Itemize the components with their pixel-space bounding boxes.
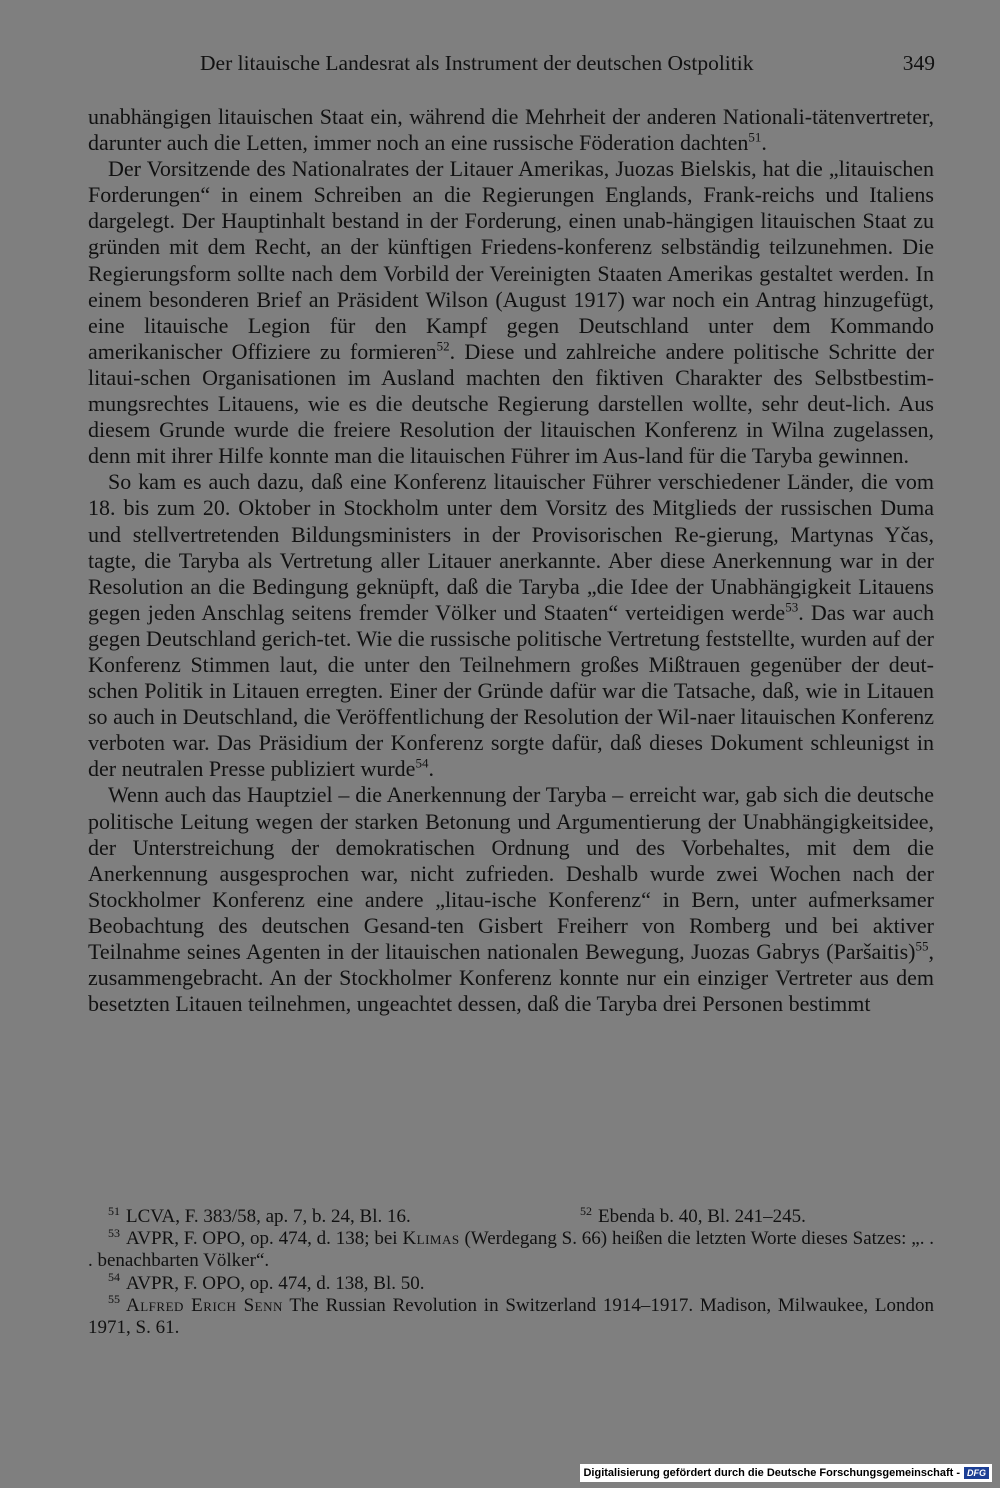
footnote-number-54: 54 — [108, 1270, 120, 1285]
paragraph-2-text-a: Der Vorsitzende des Nationalrates der Litauer Amerikas, Juozas Bielskis, hat die „litauischen Forderungen“ in einem Schreiben an die Regierungen Englands, Frank-reichs und Italiens dargelegt. Der Hauptinhalt bestand in der Forderung, einen unab-hängigen litauischen Staat zu gründen mit dem Recht, an der künftigen Friedens-konferenz selbständig teilzunehmen. Die Regierungsform sollte nach dem Vorbild der Vereinigten Staaten Amerikas gestaltet werden. In einem besonderen Brief an Präsident Wilson (August 1917) war noch ein Antrag hinzugefügt, eine litauische Legion für den Kampf gegen Deutschland unter dem Kommando amerikanischer Offiziere zu formieren — [88, 156, 934, 364]
footnote-row-51-52 — [88, 1203, 934, 1228]
paragraph-3-tail: . — [428, 756, 434, 782]
footnote-51 — [88, 1203, 580, 1228]
dfg-funding-text: Digitalisierung gefördert durch die Deutsche Forschungsgemeinschaft - — [583, 1467, 960, 1479]
footnote-number-55: 55 — [108, 1292, 120, 1307]
footnote-53 — [88, 1225, 935, 1272]
paragraph-3 — [88, 469, 934, 782]
footnote-number-51: 51 — [108, 1203, 120, 1218]
dfg-funding-bar — [580, 1464, 992, 1482]
footnote-53-text-b: (Werdegang S. 66) heißen die letzten Worte dieses Satzes: „. . . benachbarten Völker“. — [88, 1228, 935, 1272]
footnote-ref-53: 53 — [785, 599, 799, 615]
footnote-52-text: Ebenda b. 40, Bl. 241–245. — [598, 1206, 806, 1227]
dfg-logo: DFG — [964, 1467, 989, 1479]
footnote-54-text: AVPR, F. OPO, op. 474, d. 138, Bl. 50. — [126, 1272, 425, 1294]
footnote-53-text-a: AVPR, F. OPO, op. 474, d. 138; bei — [126, 1228, 398, 1250]
paragraph-3-text-a: So kam es auch dazu, daß eine Konferenz litauischer Führer verschiedener Länder, die vom 18. bis zum 20. Oktober in Stockholm unter dem Vorsitz des Mitglieds der russischen Duma und stellvertretenden Bildungsministers in der Provisorischen Re-gierung, Martynas Yčas, tagte, die Taryba als Vertretung aller Litauer anerkannte. Aber diese Anerkennung war in der Resolution an die Bedingung geknüpft, daß die Taryba „die Idee der Unabhängigkeit Litauens gegen jeden Anschlag seitens fremder Völker und Staaten“ verteidigen werde — [88, 469, 934, 625]
footnote-55-text: The Russian Revolution in Switzerland 1914–1917. Madison, Milwaukee, London 1971, S. 61. — [88, 1294, 934, 1339]
running-header — [200, 48, 935, 78]
footnote-55 — [88, 1292, 934, 1339]
footnote-52 — [580, 1203, 934, 1228]
paragraph-4-text-b: , zusammengebracht. An der Stockholmer Konferenz konnte nur ein einziger Vertreter aus dem besetzten Litauen teilnehmen, ungeachtet dessen, daß die Taryba drei Personen bestimmt — [88, 939, 934, 1017]
footnote-ref-54: 54 — [415, 756, 429, 772]
footnote-number-52: 52 — [580, 1203, 592, 1218]
footnote-54 — [88, 1270, 934, 1295]
paragraph-2 — [88, 156, 934, 469]
running-title: Der litauische Landesrat als Instrument der deutschen Ostpolitik — [200, 51, 754, 75]
footnote-55-author: Alfred Erich Senn — [126, 1294, 283, 1316]
footnote-53-author: Klimas — [402, 1228, 460, 1250]
paragraph-2-text-b: . Diese und zahlreiche andere politische Schritte der litaui-schen Organisationen im Ausland machten den fiktiven Charakter des Selbstbestim-mungsrechtes Litauens, wie es die deutsche Regierung darstellen wollte, sehr deut-lich. Aus diesem Grunde wurde die freiere Resolution der litauischen Konferenz in Wilna zugelassen, denn mit ihrer Hilfe konnte man die litauischen Führer im Aus-land für die Taryba gewinnen. — [88, 338, 934, 469]
paragraph-4 — [88, 782, 934, 1017]
paragraph-3-text-b: . Das war auch gegen Deutschland gerich-tet. Wie die russische politische Vertretung feststellte, wurden auf der Konferenz Stimmen laut, die unter den Teilnehmern großes Mißtrauen gegenüber der deut-schen Politik in Litauen erregten. Einer der Gründe dafür war die Tatsache, daß, wie in Litauen so auch in Deutschland, die Veröffentlichung der Resolution der Wil-naer litauischen Konferenz verboten war. Das Präsidium der Konferenz sorgte dafür, daß dieses Dokument schleunigst in der neutralen Presse publiziert wurde — [88, 599, 934, 782]
paragraph-1-text: unabhängigen litauischen Staat ein, während die Mehrheit der anderen Nationali-tätenvertreter, darunter auch die Letten, immer noch an eine russische Föderation dachten — [88, 104, 934, 156]
footnotes — [88, 1203, 935, 1339]
paragraph-1-tail: . — [761, 130, 767, 156]
footnote-ref-55: 55 — [915, 938, 929, 954]
footnote-ref-52: 52 — [436, 338, 450, 354]
footnote-number-53: 53 — [108, 1225, 120, 1240]
footnote-51-text: LCVA, F. 383/58, ap. 7, b. 24, Bl. 16. — [126, 1206, 411, 1227]
page-number: 349 — [902, 51, 935, 75]
body-text — [88, 104, 934, 1017]
paragraph-4-text-a: Wenn auch das Hauptziel – die Anerkennung der Taryba – erreicht war, gab sich die deutsche politische Leitung wegen der starken Betonung und Argumentierung der Unabhängigkeitsidee, der Unterstreichung der demokratischen Ordnung und des Vorbehaltes, mit dem die Anerkennung ausgesprochen war, nicht zufrieden. Deshalb wurde zwei Wochen nach der Stockholmer Konferenz eine andere „litau-ische Konferenz“ in Bern, unter aufmerksamer Beobachtung des deutschen Gesand-ten Gisbert Freiherr von Romberg und bei aktiver Teilnahme seines Agenten in der litauischen nationalen Bewegung, Juozas Gabrys (Paršaitis) — [88, 782, 934, 964]
paragraph-1 — [88, 104, 934, 156]
footnote-ref-51: 51 — [748, 129, 762, 145]
